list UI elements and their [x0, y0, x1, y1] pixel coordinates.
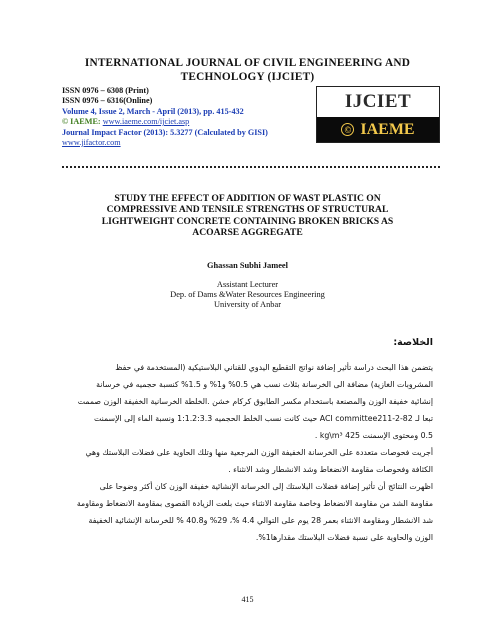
- abstract-line: تبعا لـ ACI committee211-2-82 حيث كانت نسب الخلط الحجميه 1:1.2:3.3 ونسبة الماء إلى الإسمنت: [94, 414, 433, 423]
- logo-iaeme-banner: [317, 117, 439, 142]
- abstract-paragraph-3: [55, 478, 433, 546]
- paper-title-line-4: ACOARSE AGGREGATE: [192, 226, 303, 238]
- abstract-paragraph-2: [55, 444, 433, 478]
- abstract-line: مقاومة الشد من مقاومة الانضغاط وخاصة مقاومة الانثناء حيث بلغت الزيادة القصوى بمقاومة الانضغاط ومقاومة: [76, 499, 433, 508]
- journal-title-line-1: INTERNATIONAL JOURNAL OF CIVIL ENGINEERING AND: [84, 57, 411, 69]
- logo-ijciet-text: IJCIET: [344, 91, 412, 112]
- abstract-body: [55, 359, 433, 546]
- iaeme-link[interactable]: www.iaeme.com/ijciet.asp: [102, 117, 190, 127]
- journal-title-line-2: TECHNOLOGY (IJCIET): [180, 71, 315, 83]
- author-affiliation: [40, 280, 455, 310]
- header-divider: [62, 166, 440, 168]
- issn-print: ISSN 0976 – 6308 (Print): [62, 86, 149, 95]
- paper-title-line-1: STUDY THE EFFECT OF ADDITION OF WAST PLASTIC ON: [114, 193, 381, 204]
- copyright-icon: ©: [341, 123, 354, 136]
- affiliation-university: University of Anbar: [214, 300, 281, 309]
- journal-info-block: [62, 86, 268, 148]
- iaeme-label: © IAEME:: [62, 117, 101, 127]
- abstract-line: يتضمن هذا البحث دراسة تأثير إضافة نواتج التقطيع اليدوي للقناني البلاستيكية (المستخدمة في حفظ: [115, 363, 433, 372]
- iaeme-line: [62, 117, 268, 127]
- impact-factor: Journal Impact Factor (2013): 5.3277 (Calculated by GISI): [62, 127, 268, 137]
- volume-info: Volume 4, Issue 2, March - April (2013), pp. 415-432: [62, 106, 244, 116]
- author-name: Ghassan Subhi Jameel: [207, 261, 288, 270]
- abstract-line: الكثافة وفحوصات مقاومة الانضغاط وشد الانشطار وشد الانثناء .: [228, 465, 433, 474]
- abstract-line: أجريت فحوصات متعددة على الخرسانة الخفيفة الوزن المرجعية منها وتلك الحاوية على فضلات البلاستك وهي: [85, 448, 433, 457]
- abstract-line: 0.5 ومحتوى الإسمنت 425 kg\m³ .: [314, 431, 433, 440]
- abstract-line: إنشائية خفيفة الوزن والمصنعة باستخدام مكسر الطابوق كركام خشن .الخلطة الخرسانية الخفيفة الوزن صممت: [77, 397, 433, 406]
- journal-title: [40, 56, 455, 84]
- paper-title-line-2: COMPRESSIVE AND TENSILE STRENGTHS OF STRUCTURAL: [106, 204, 389, 216]
- paper-title-line-3: LIGHTWEIGHT CONCRETE CONTAINING BROKEN BRICKS AS: [101, 215, 394, 227]
- issn-online: ISSN 0976 – 6316(Online): [62, 96, 153, 106]
- logo-iaeme-text: IAEME: [360, 120, 415, 138]
- abstract-line: شد الانشطار ومقاومة الانثناء بعمر 28 يوم على التوالي 4.4 %، 29% و40.8 % للخرسانة الإنشائية الخفيفة: [88, 516, 433, 525]
- abstract-line: المشروبات الغازية) مضافة الى الخرسانة بثلاث نسب هي 0.5% و1% و 1.5% كنسبة حجميه في خرسانة: [96, 380, 433, 389]
- affiliation-position: Assistant Lecturer: [216, 280, 279, 289]
- abstract-paragraph-1: [55, 359, 433, 444]
- jifactor-link[interactable]: www.jifactor.com: [62, 138, 121, 148]
- abstract-line: اظهرت النتائج أن تأثير إضافة فضلات البلاستك إلى الخرسانة الإنشائية خفيفة الوزن كان أكثر وضوحا على: [99, 482, 433, 491]
- paper-title: [40, 193, 455, 238]
- page-number: 415: [241, 595, 254, 604]
- ijciet-logo: [316, 86, 440, 143]
- abstract-heading: الخلاصة:: [393, 337, 433, 348]
- affiliation-department: Dep. of Dams &Water Resources Engineering: [170, 290, 325, 299]
- abstract-line: الوزن والحاوية على نسبة فضلات البلاستك مقدارها1%.: [255, 533, 433, 542]
